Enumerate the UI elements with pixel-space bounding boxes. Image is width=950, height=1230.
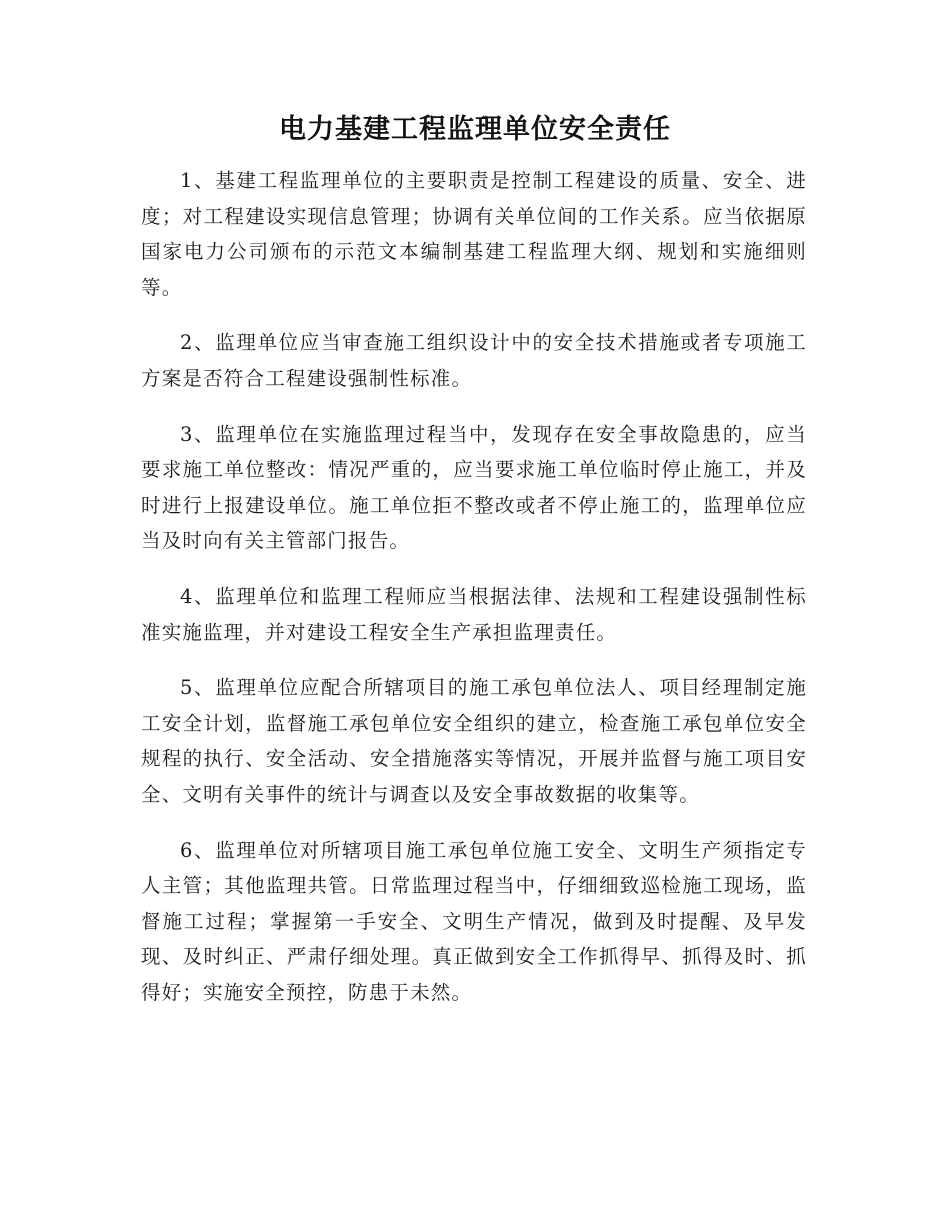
paragraph-3: 3、监理单位在实施监理过程当中，发现存在安全事故隐患的，应当要求施工单位整改：情况严重的，应当要求施工单位临时停止施工，并及时进行上报建设单位。施工单位拒不整改或者不停止施工的，监理单位应当及时向有关主管部门报告。: [141, 422, 807, 553]
document-body: [141, 163, 807, 1030]
document-title: 电力基建工程监理单位安全责任: [279, 114, 671, 145]
paragraph-5: 5、监理单位应配合所辖项目的施工承包单位法人、项目经理制定施工安全计划，监督施工承包单位安全组织的建立，检查施工承包单位安全规程的执行、安全活动、安全措施落实等情况，开展并监督与施工项目安全、文明有关事件的统计与调查以及安全事故数据的收集等。: [141, 676, 807, 806]
paragraph-2: 2、监理单位应当审查施工组织设计中的安全技术措施或者专项施工方案是否符合工程建设强制性标准。: [141, 331, 807, 390]
paragraph-4: 4、监理单位和监理工程师应当根据法律、法规和工程建设强制性标准实施监理，并对建设工程安全生产承担监理责任。: [141, 584, 807, 644]
paragraph-1: 1、基建工程监理单位的主要职责是控制工程建设的质量、安全、进度；对工程建设实现信息管理；协调有关单位间的工作关系。应当依据原国家电力公司颁布的示范文本编制基建工程监理大纲、规划和实施细则等。: [141, 169, 807, 299]
paragraph-6: 6、监理单位对所辖项目施工承包单位施工安全、文明生产须指定专人主管；其他监理共管。日常监理过程当中，仔细细致巡检施工现场，监督施工过程；掌握第一手安全、文明生产情况，做到及时提醒、及早发现、及时纠正、严肃仔细处理。真正做到安全工作抓得早、抓得及时、抓得好；实施安全预控，防患于未然。: [141, 838, 807, 1004]
